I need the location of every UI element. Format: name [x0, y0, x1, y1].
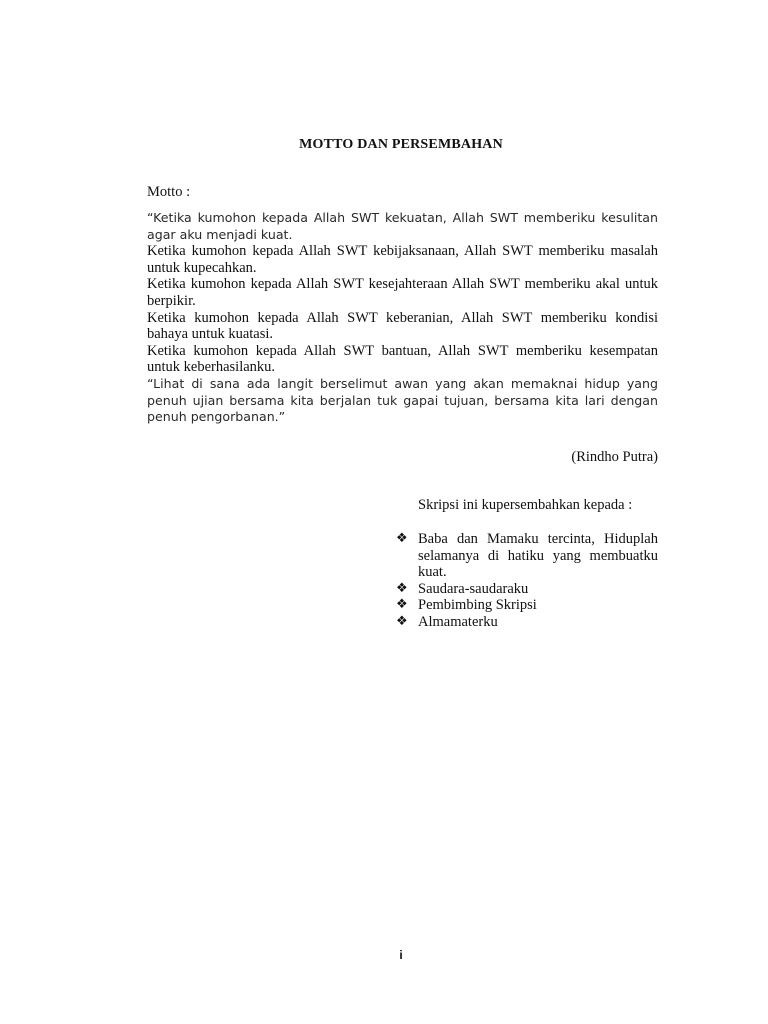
diamond-bullet-icon: ❖	[396, 613, 408, 629]
motto-author: (Rindho Putra)	[571, 449, 658, 465]
dedication-intro: Skripsi ini kupersembahkan kepada :	[418, 497, 633, 513]
motto-body	[147, 210, 658, 426]
page-title: MOTTO DAN PERSEMBAHAN	[299, 137, 503, 152]
dedication-item-2: Saudara-saudaraku	[418, 580, 529, 597]
dedication-item-3: Pembimbing Skripsi	[418, 597, 537, 614]
dedication-list	[396, 531, 658, 631]
motto-line-5: Ketika kumohon kepada Allah SWT bantuan, Allah SWT memberiku kesempatan untuk keberhasilanku.	[147, 342, 658, 376]
motto-line-2: Ketika kumohon kepada Allah SWT kebijaksanaan, Allah SWT memberiku masalah untuk kupecahkan.	[147, 243, 658, 276]
dedication-item-1: Baba dan Mamaku tercinta, Hiduplah selamanya di hatiku yang membuatku kuat.	[418, 531, 658, 581]
diamond-bullet-icon: ❖	[396, 531, 408, 546]
motto-label: Motto :	[147, 184, 191, 200]
motto-line-3: Ketika kumohon kepada Allah SWT kesejahteraan Allah SWT memberiku akal untuk berpikir.	[147, 276, 658, 309]
motto-line-4: Ketika kumohon kepada Allah SWT keberanian, Allah SWT memberiku kondisi bahaya untuk kuatasi.	[147, 309, 658, 343]
motto-line-1: “Ketika kumohon kepada Allah SWT kekuatan, Allah SWT memberiku kesulitan agar aku menjadi kuat.	[147, 210, 658, 242]
list-item	[396, 531, 658, 581]
diamond-bullet-icon: ❖	[396, 597, 408, 613]
list-item	[396, 614, 658, 631]
diamond-bullet-icon: ❖	[396, 580, 408, 596]
dedication-item-4: Almamaterku	[418, 613, 498, 630]
page-number: i	[399, 948, 403, 962]
motto-line-6: “Lihat di sana ada langit berselimut awan yang akan memaknai hidup yang penuh ujian bersama kita berjalan tuk gapai tujuan, bersama kita lari dengan penuh pengorbanan.”	[147, 375, 658, 425]
list-item	[396, 581, 658, 598]
list-item	[396, 597, 658, 614]
